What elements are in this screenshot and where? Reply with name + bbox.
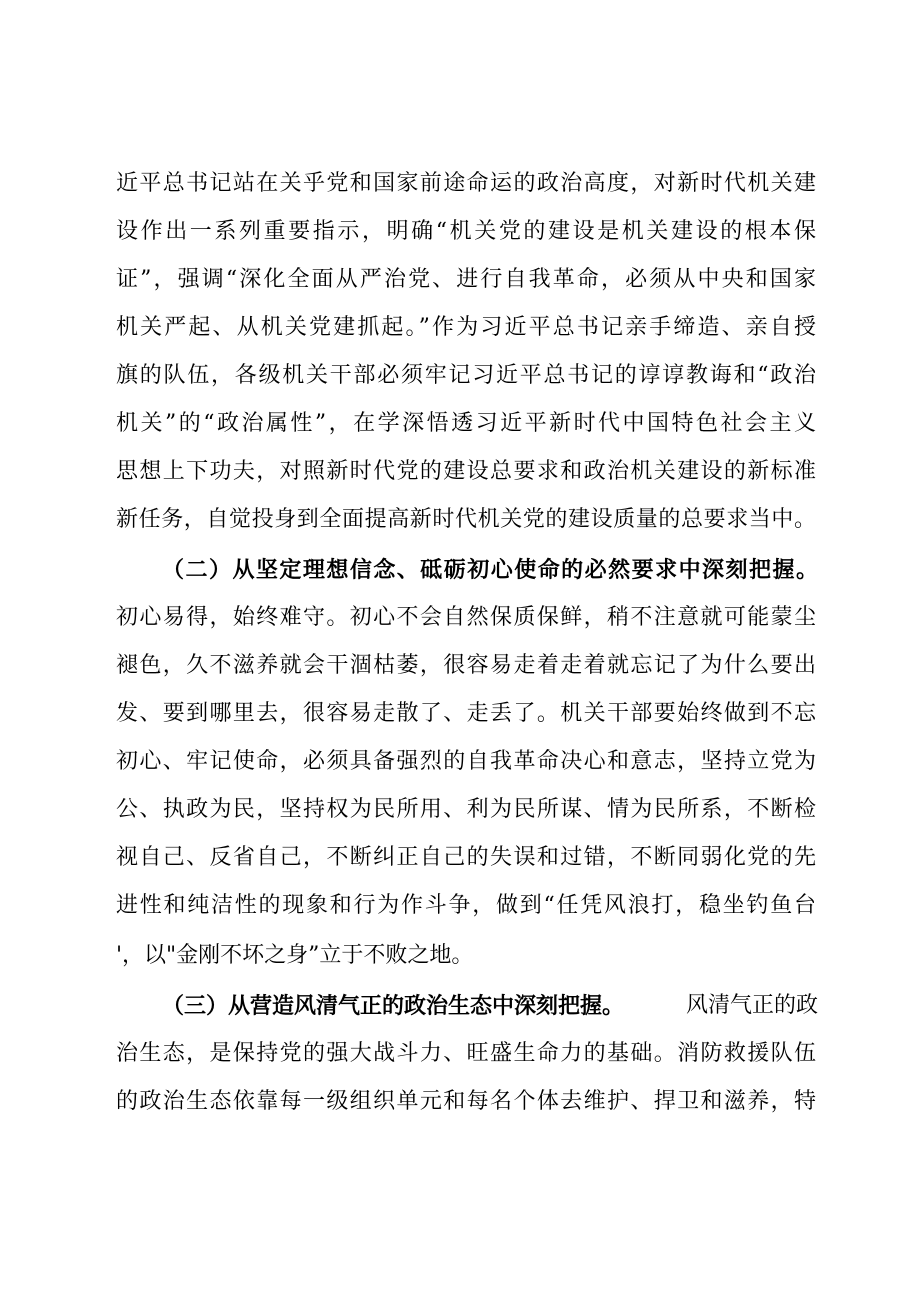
section-heading-tail: 风清气正的政: [685, 993, 818, 1018]
text-line: 公、执政为民，坚持权为民所用、利为民所谋、情为民所系，不断检: [116, 797, 816, 822]
text-line: 设作出一系列重要指示，明确“机关党的建设是机关建设的根本保: [116, 219, 816, 244]
text-line: 褪色，久不滋养就会干涸枯萎，很容易走着走着就忘记了为什么要出: [116, 653, 816, 678]
text-line: 治生态，是保持党的强大战斗力、旺盛生命力的基础。消防救援队伍: [116, 1041, 816, 1066]
section-heading: （二）从坚定理想信念、砥砺初心使命的必然要求中深刻把握。: [162, 557, 818, 583]
text-line: '，以"金刚不坏之身”立于不败之地。: [116, 943, 474, 968]
text-line: 初心易得，始终难守。初心不会自然保质保鲜，稍不注意就可能蒙尘: [116, 605, 816, 630]
text-line: 发、要到哪里去，很容易走散了、走丢了。机关干部要始终做到不忘: [116, 701, 816, 726]
text-line: 思想上下功夫，对照新时代党的建设总要求和政治机关建设的新标准: [116, 459, 816, 484]
text-line: 初心、牢记使命，必须具备强烈的自我革命决心和意志，坚持立党为: [116, 749, 816, 774]
text-line: 进性和纯洁性的现象和行为作斗争，做到“任凭风浪打，稳坐钓鱼台: [116, 893, 816, 918]
section-heading: （三）从营造风清气正的政治生态中深刻把握。: [162, 993, 625, 1019]
text-line: 机关”的“政治属性”，在学深悟透习近平新时代中国特色社会主义: [116, 411, 816, 436]
text-line: 视自己、反省自己，不断纠正自己的失误和过错，不断同弱化党的先: [116, 845, 816, 870]
text-line: 证”，强调“深化全面从严治党、进行自我革命，必须从中央和国家: [116, 267, 816, 292]
text-line: 的政治生态依靠每一级组织单元和每名个体去维护、捍卫和滋养，特: [116, 1089, 816, 1114]
section-heading-line: [162, 986, 818, 1026]
text-line: 旗的队伍，各级机关干部必须牢记习近平总书记的谆谆教诲和“政治: [116, 363, 816, 388]
text-line: 新任务，自觉投身到全面提高新时代机关党的建设质量的总要求当中。: [116, 507, 816, 532]
text-line: 近平总书记站在关乎党和国家前途命运的政治高度，对新时代机关建: [116, 171, 816, 196]
text-line: 机关严起、从机关党建抓起。”作为习近平总书记亲手缔造、亲自授: [116, 315, 816, 340]
